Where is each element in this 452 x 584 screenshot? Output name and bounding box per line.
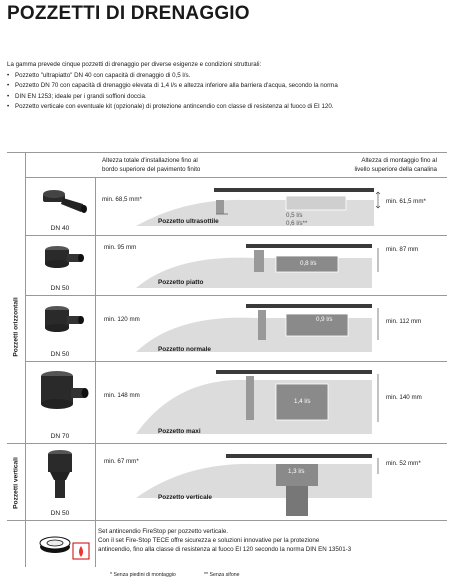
firestop-text	[98, 527, 438, 554]
min-height-left: min. 148 mm	[104, 392, 140, 399]
product-cell	[25, 362, 96, 444]
drain-ultraflat-icon	[25, 178, 95, 223]
product-name: Pozzetto piatto	[158, 279, 204, 286]
section-drawing	[96, 444, 447, 521]
footnote-a: * Senza piedini di montaggio	[110, 572, 176, 578]
flow-rate: 0,9 l/s	[316, 316, 333, 323]
header-right-line: livello superiore della canalina	[354, 166, 437, 173]
firestop-set-icon	[25, 521, 95, 567]
flow-rate: 1,3 l/s	[288, 468, 305, 475]
table-row	[25, 235, 447, 296]
drain-table	[7, 152, 447, 566]
group-label-horizontal: Pozzetti orizzontali	[12, 297, 20, 357]
section-scene	[96, 444, 447, 521]
header-left	[102, 156, 252, 174]
min-height-left: min. 120 mm	[104, 316, 140, 323]
flow-rate	[286, 212, 307, 228]
min-height-right: min. 52 mm*	[386, 460, 421, 467]
drain-vertical-icon	[25, 444, 95, 502]
drain-normal-icon	[25, 296, 95, 344]
flow-rate-b: 0,6 l/s**	[286, 220, 308, 227]
drain-flat-icon	[25, 236, 95, 281]
intro-text	[7, 60, 447, 113]
product-cell	[25, 444, 96, 521]
section-drawing	[96, 362, 447, 444]
dn-label: DN 50	[50, 510, 70, 517]
section-drawing	[96, 178, 447, 236]
firestop-line: antincendio, fino alla classe di resistenza al fuoco EI 120 secondo la norma DIN EN 13501-3	[98, 546, 352, 553]
group-vertical	[7, 443, 26, 521]
product-name: Pozzetto ultrasottile	[158, 218, 219, 225]
min-height-left: min. 67 mm*	[104, 458, 139, 465]
product-cell	[25, 236, 96, 296]
intro-bullets	[7, 71, 447, 113]
flow-rate: 0,8 l/s	[300, 260, 317, 267]
section-scene	[96, 296, 447, 362]
table-row	[25, 177, 447, 236]
min-height-right: min. 87 mm	[386, 246, 419, 253]
min-height-left: min. 68,5 mm*	[102, 196, 142, 203]
dn-label: DN 50	[50, 285, 70, 292]
min-height-right: min. 112 mm	[386, 318, 422, 325]
bullet-item: • Pozzetto "ultrapiatto" DN 40 con capacità di drenaggio di 0,5 l/s.	[7, 71, 447, 82]
group-label-vertical: Pozzetti verticali	[12, 456, 20, 509]
section-scene	[96, 236, 447, 296]
min-height-left: min. 95 mm	[104, 244, 137, 251]
product-name: Pozzetto maxi	[158, 428, 201, 435]
firestop-row	[25, 520, 447, 567]
group-fire	[7, 520, 26, 567]
bullet-item: • Pozzetto verticale con eventuale kit (opzionale) di protezione antincendio con classe di resistenza al fuoco di EI 120.	[7, 102, 447, 113]
product-cell	[25, 178, 96, 236]
flow-rate-a: 0,5 l/s	[286, 212, 303, 219]
drain-maxi-icon	[25, 362, 95, 422]
header-left-line: bordo superiore del pavimento finito	[102, 166, 201, 173]
bullet-continuation: • DIN EN 1253; ideale per i grandi soffioni doccia.	[7, 92, 447, 103]
product-name: Pozzetto verticale	[158, 494, 212, 501]
section-scene	[96, 362, 447, 444]
footnote-b: ** Senza sifone	[204, 572, 240, 578]
header-right	[317, 156, 437, 174]
bullet-item: • Pozzetto DN 70 con capacità di drenaggio elevata di 1,4 l/s e altezza inferiore alla barriera d'acqua, secondo la norma	[7, 81, 447, 92]
flow-rate: 1,4 l/s	[294, 398, 311, 405]
min-height-right: min. 61,5 mm*	[386, 198, 426, 205]
section-drawing	[96, 236, 447, 296]
header-right-line: Altezza di montaggio fino al	[361, 157, 437, 164]
section-scene	[96, 178, 447, 236]
min-height-right: min. 140 mm	[386, 394, 422, 401]
group-horizontal	[7, 153, 26, 443]
product-cell	[25, 521, 96, 567]
dn-label: DN 70	[50, 433, 70, 440]
product-name: Pozzetto normale	[158, 346, 211, 353]
header-left-line: Altezza totale d'installazione fino al	[102, 157, 198, 164]
dn-label: DN 50	[50, 351, 70, 358]
table-row	[25, 361, 447, 444]
product-cell	[25, 296, 96, 362]
page-title: POZZETTI DI DRENAGGIO	[7, 3, 250, 24]
firestop-line: Set antincendio FireStop per pozzetto verticale.	[98, 528, 229, 535]
intro-lead: La gamma prevede cinque pozzetti di drenaggio per diverse esigenze e condizioni strutturali:	[7, 61, 262, 68]
section-drawing	[96, 296, 447, 362]
table-row	[25, 443, 447, 521]
firestop-line: Con il set Fire-Stop TECE offre sicurezza e soluzioni innovative per la protezione	[98, 537, 320, 544]
dn-label: DN 40	[50, 225, 70, 232]
table-row	[25, 295, 447, 362]
